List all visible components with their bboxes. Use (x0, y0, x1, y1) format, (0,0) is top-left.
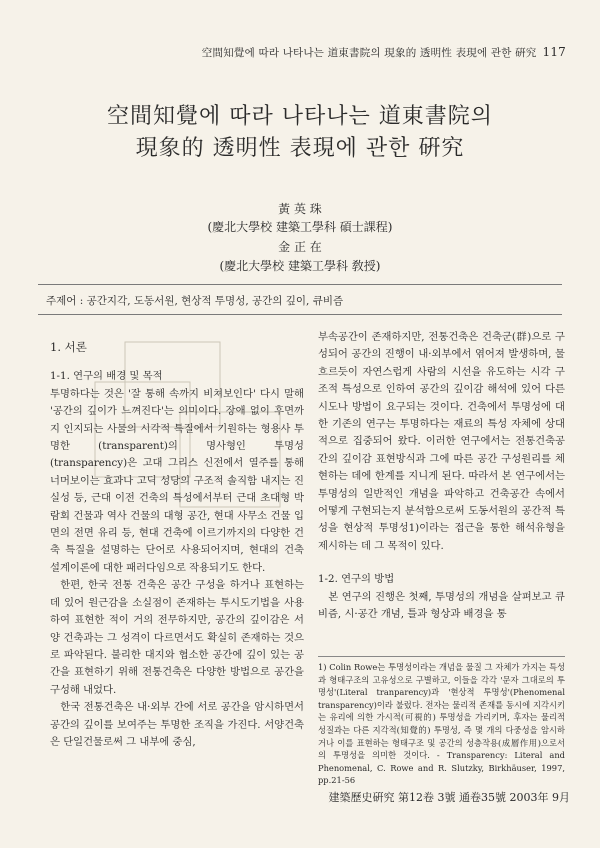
author-name-1: 黃 英 珠 (278, 202, 322, 216)
keywords-top-rule (38, 284, 562, 285)
section-heading-introduction: 1. 서론 (50, 340, 87, 354)
paragraph: 본 연구의 진행은 첫째, 투명성의 개념을 살펴보고 큐비즘, 시·공간 개념, 틀과 형상과 배경을 통 (318, 590, 565, 621)
author-affiliation-1: (慶北大學校 建築工學科 碩士課程) (207, 220, 393, 234)
paper-title-line1: 空間知覺에 따라 나타나는 道東書院의 (107, 104, 493, 129)
left-column (50, 329, 304, 751)
paragraph: 한편, 한국 전통 건축은 공간 구성을 하거나 표현하는데 있어 원근감을 소실점이 존재하는 투시도기법을 사용하여 표현한 적이 거의 전무하지만, 공간의 깊이감은 서양 건축과는 그 성격이 다르면서도 확실히 존재하는 것으로 파악된다. 불리한 대지와 협소한 공간에 깊이 있는 공간을 표현하기 위해 전통건축은 다양한 방법으로 공간을 구성해 내었다. (50, 579, 304, 696)
author-name-2: 金 正 在 (278, 240, 322, 254)
running-header (202, 45, 566, 60)
keywords: 주제어 : 공간지각, 도동서원, 현상적 투명성, 공간의 깊이, 큐비즘 (46, 295, 344, 307)
journal-footer: 建築歷史硏究 第12卷 3號 通卷35號 2003年 9月 (328, 791, 570, 804)
subsection-heading-background: 1-1. 연구의 배경 및 목적 (50, 370, 163, 383)
subsection-heading-method: 1-2. 연구의 방법 (318, 573, 395, 586)
right-column (318, 329, 565, 624)
paper-title-line2: 現象的 透明性 表現에 관한 硏究 (135, 136, 465, 161)
footnote-rule (318, 656, 565, 657)
paragraph: 부속공간이 존재하지만, 전통건축은 건축군(群)으로 구성되어 공간의 진행이 내·외부에서 엮어져 발생하며, 물 흐르듯이 자연스럽게 사람의 시선을 유도하는 시각 구조적 특성으로 인하여 공간의 깊이감 해석에 있어 다른 시도나 방법이 요구되는 것이다. 건축에서 투명성에 대한 기존의 연구는 투명하다는 재료의 특성 자체에 상대적으로 집중되어 왔다. 이러한 연구에서는 전통건축공간의 깊이감 표현방식과 그에 따른 공간 구성원리를 체현하는 데에 한계를 지니게 된다. 따라서 본 연구에서는 투명성의 일반적인 개념을 파악하고 건축공간 속에서 어떻게 구현되는지 분석함으로써 도동서원의 공간적 특성을 현상적 투명성1)이라는 접근을 통한 해석유형을 제시하는 데 그 목적이 있다. (318, 331, 565, 552)
running-title: 空間知覺에 따라 나타나는 道東書院의 現象的 透明性 表現에 관한 硏究 (201, 47, 537, 59)
paragraph: 한국 전통건축은 내·외부 간에 서로 공간을 암시하면서 공간의 깊이를 보여주는 투명한 조직을 가진다. 서양건축은 단일건물로써 그 내부에 중심, (50, 701, 304, 748)
paragraph: 투명하다는 것은 '잘 통해 속까지 비쳐보인다' 다시 말해 '공간의 깊이가 느껴진다'는 의미이다. 장애 없이 후면까지 인지되는 사물의 시각적 특질에서 기원하는 형용사 투명한 (transparent)의 명사형인 투명성(transparency)은 고대 그리스 신전에서 열주를 통해 너머보이는 효과나 고딕 성당의 구조적 솔직함 내지는 진실성 등, 근대 이전 건축의 특성에서부터 근대 초대형 박람회 건물과 역사 건물의 대형 공간, 현대 사무소 건물 입면의 전면 유리 등, 현대 건축에 이르기까지의 다양한 건축 특질을 설명하는 단어로 사용되어지며, 현대의 건축 설계이론에 대한 패러다임으로 작용되기도 한다. (50, 387, 304, 574)
author-affiliation-2: (慶北大學校 建築工學科 敎授) (219, 259, 381, 273)
footnote: 1) Colin Rowe는 투명성이라는 개념을 물질 그 자체가 가지는 특성과 형태구조의 고유성으로 구별하고, 이들을 각각 '문자 그대로의 투명성'(Literal tranparency)과 '현상적 투명성'(Phenomenal transparency)이라 불렀다. 전자는 물리적 존재를 동시에 지각시키는 유리에 의한 가시적(可視的) 투명성을 가리키며, 후자는 물리적 성질과는 다른 지각적(知覺的) 투명성, 즉 몇 개의 다중성을 암시하거나 이를 표현하는 형태구조 및 공간의 성층작용(成層作用)으로서의 투명성을 의미한 것이다. - Transparency: Literal and Phenomenal, C. Rowe and R. Slutzky, Birkhäuser, 1997, pp.21-56 (318, 662, 565, 786)
keywords-bottom-rule (38, 314, 562, 315)
page-number: 117 (542, 45, 566, 59)
